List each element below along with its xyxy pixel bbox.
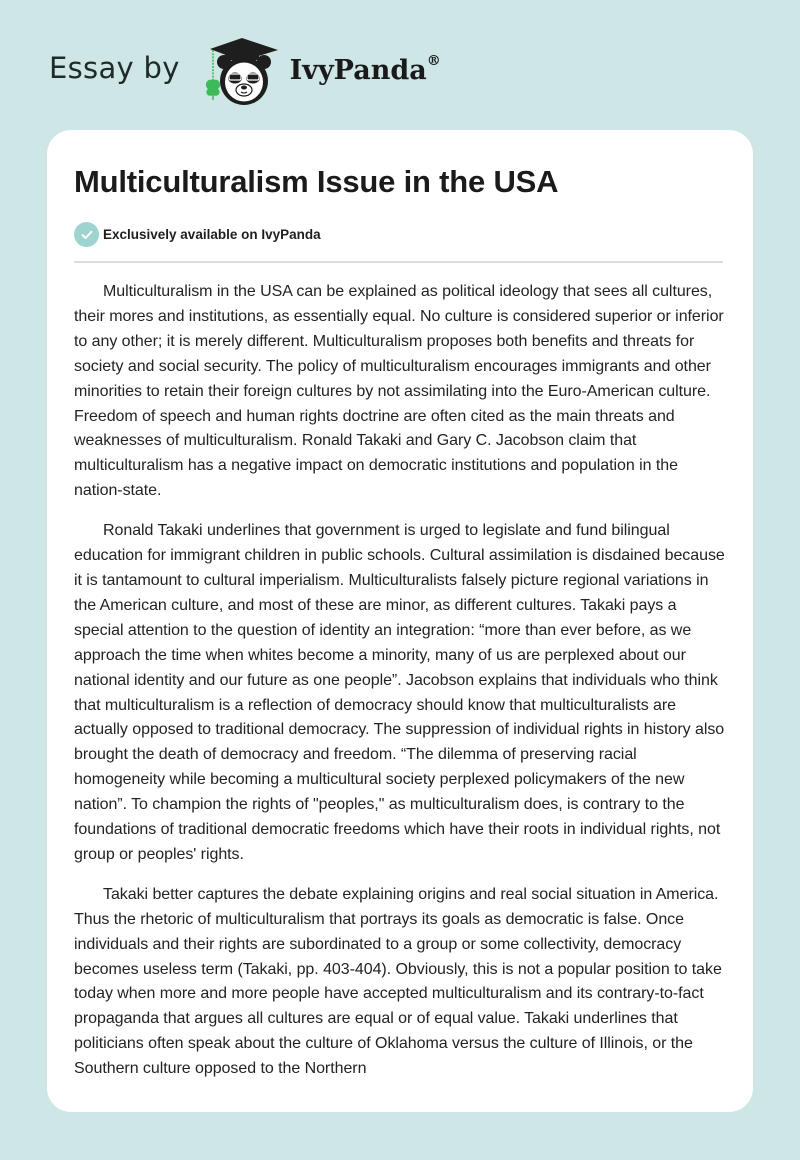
paragraph: Multiculturalism in the USA can be explained as political ideology that sees all cultures, their mores and institutions, as essentially equal. No culture is considered superior or inferior to any other; it is merely different. Multiculturalism proposes both benefits and threats for society and social security. The policy of multiculturalism encourages immigrants and other minorities to retain their foreign cultures by not assimilating into the Euro-American culture. Freedom of speech and human rights doctrine are often cited as the main threats and weaknesses of multiculturalism. Ronald Takaki and Gary C. Jacobson claim that multiculturalism has a negative impact on democratic institutions and population in the nation-state. <box>74 283 724 500</box>
essay-by-label: Essay by <box>49 51 180 85</box>
essay-body <box>74 280 726 1097</box>
brand-name: IvyPanda® <box>289 52 441 86</box>
badge-label: Exclusively available on IvyPanda <box>103 227 321 242</box>
paragraph: Ronald Takaki underlines that government is urged to legislate and fund bilingual education for immigrant children in public schools. Cultural assimilation is disdained because it is tantamount to cultural imperialism. Multiculturalists falsely picture regional variations in the American culture, and most of these are minor, as different cultures. Takaki pays a special attention to the question of identity an integration: “more than ever before, as we approach the time when whites become a minority, many of us are perplexed about our national identity and our future as one people”. Jacobson explains that individuals who think that multiculturalism is a reflection of democracy should know that multiculturalists are actually opposed to traditional democracy. The suppression of individual rights in history also brought the death of democracy and freedom. “The dilemma of preserving racial homogeneity while becoming a multicultural society perplexed policymakers of the new nation”. To champion the rights of "peoples," as multiculturalism does, is contrary to the foundations of traditional democratic freedoms which have their roots in individual rights, not group or peoples' rights. <box>74 522 725 863</box>
panda-graduation-cap-icon <box>196 36 284 108</box>
brand-logo[interactable] <box>49 36 441 108</box>
essay-card <box>47 130 753 1112</box>
divider <box>74 261 723 263</box>
site-header <box>0 0 800 130</box>
check-circle-icon <box>74 222 99 247</box>
paragraph: Takaki better captures the debate explaining origins and real social situation in America. Thus the rhetoric of multiculturalism that portrays its goals as democratic is false. Once individuals and their rights are subordinated to a group or some collectivity, democracy becomes useless term (Takaki, pp. 403-404). Obviously, this is not a popular position to take today when more and more people have accepted multiculturalism and its contrary-to-fact propaganda that argues all cultures are equal or of equal value. Takaki underlines that politicians often speak about the culture of Oklahoma versus the culture of Illinois, or the Southern culture opposed to the Northern <box>74 885 722 1078</box>
page-title: Multiculturalism Issue in the USA <box>74 164 559 199</box>
exclusive-badge <box>74 222 321 247</box>
